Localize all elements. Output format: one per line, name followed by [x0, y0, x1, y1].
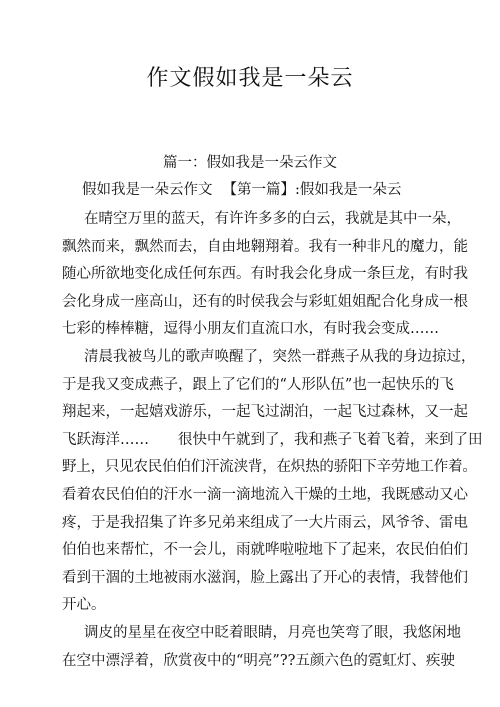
body-line: 看着农民伯伯的汗水一滴一滴地流入干燥的土地，我既感动又心 — [62, 486, 468, 503]
essay-body — [62, 206, 483, 675]
body-line: 开心。 — [62, 597, 106, 614]
body-line: 在晴空万里的蓝天，有许许多多的白云，我就是其中一朵， — [84, 211, 461, 227]
body-line: 会化身成一座高山，还有的时侯我会与彩虹姐姐配合化身成一根 — [62, 293, 468, 310]
body-line: 伯伯也来帮忙，不一会儿，雨就哗啦啦地下了起来，农民伯伯们 — [62, 542, 468, 559]
body-line: 随心所欲地变化成任何东西。有时我会化身成一条巨龙，有时我 — [62, 266, 468, 283]
subheading-left: 假如我是一朵云作文 — [82, 182, 213, 198]
body-line: 七彩的棒棒糖，逗得小朋友们直流口水，有时我会变成…… — [62, 321, 439, 338]
body-line: 疼，于是我招集了许多兄弟来组成了一大片雨云，风爷爷、雷电 — [62, 514, 468, 531]
essay-subheading — [82, 180, 401, 200]
document-title: 作文假如我是一朵云 — [146, 66, 354, 91]
body-line: 飘然而来，飘然而去，自由地翱翔着。我有一种非凡的魔力，能 — [62, 238, 468, 255]
body-line: 清晨我被鸟儿的歌声唤醒了，突然一群燕子从我的身边掠过， — [84, 348, 476, 365]
body-line: 野上，只见农民伯伯们汗流浃背，在炽热的骄阳下辛劳地工作着。 — [62, 459, 477, 476]
body-line: 翔起来，一起嬉戏游乐，一起飞过湖泊，一起飞过森林，又一起 — [62, 404, 468, 421]
section-heading: 篇一：假如我是一朵云作文 — [163, 155, 337, 171]
body-line: 在空中漂浮着，欣赏夜中的“明亮”??五颜六色的霓虹灯、疾驶 — [62, 652, 455, 669]
body-line: 于是我又变成燕子，跟上了它们的“人形队伍”也一起快乐的飞 — [62, 376, 454, 393]
body-line: 看到干涸的土地被雨水滋润，脸上露出了开心的表情，我替他们 — [62, 569, 468, 586]
body-line: 调皮的星星在夜空中眨着眼睛，月亮也笑弯了眼，我悠闲地 — [84, 624, 461, 641]
body-line: 飞跃海洋…… 很快中午就到了，我和燕子飞着飞着，来到了田 — [62, 431, 483, 448]
subheading-right: 【第一篇】:假如我是一朵云 — [222, 182, 402, 198]
